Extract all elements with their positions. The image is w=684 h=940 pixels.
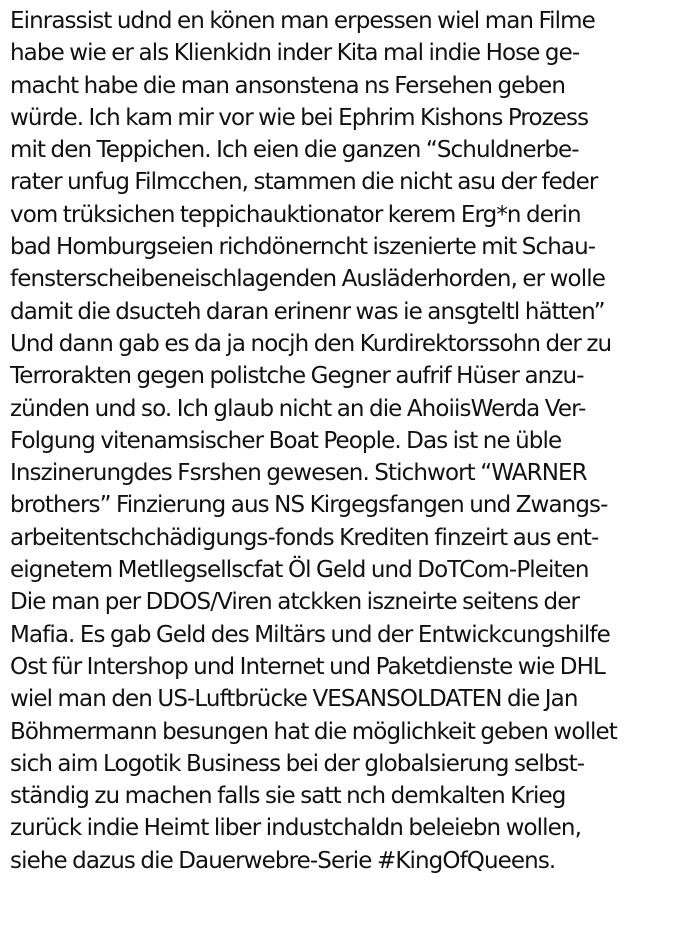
text-line: arbeitentschchädigungs-fonds Krediten finzeirt aus ent- [10, 524, 599, 551]
text-line: macht habe die man ansonstena ns Fersehen geben [10, 72, 566, 99]
text-line: Die man per DDOS/Viren atckken iszneirte seitens der [10, 589, 580, 616]
text-line: eignetem Metllegsellscfat Öl Geld und DoTCom-Pleiten [10, 557, 589, 584]
text-line: vom trüksichen teppichauktionator kerem Erg*n derin [10, 201, 581, 228]
text-line: Einrassist udnd en könen man erpessen wiel man Filme [10, 8, 595, 34]
text-line: Inszinerungdes Fsrshen gewesen. Stichwort “WARNER [10, 460, 587, 487]
text-line: sich aim Logotik Business bei der globalsierung selbst- [10, 750, 585, 777]
text-line: zünden und so. Ich glaub nicht an die AhoiisWerda Ver- [10, 395, 586, 422]
text-line: Mafia. Es gab Geld des Miltärs und der Entwickcungshilfe [10, 621, 610, 648]
text-line: Und dann gab es da ja nocjh den Kurdirektorssohn der zu [10, 330, 612, 357]
text-line: rater unfug Filmcchen, stammen die nicht asu der feder [10, 169, 598, 196]
text-line: fensterscheibeneischlagenden Ausläderhorden, er wolle [10, 266, 605, 293]
text-line: Böhmermann besungen hat die möglichkeit geben wollet [10, 718, 617, 745]
text-line: würde. Ich kam mir vor wie bei Ephrim Kishons Prozess [10, 104, 589, 131]
text-line: brothers” Finzierung aus NS Kirgegsfangen und Zwangs- [10, 492, 608, 519]
text-line: zurück indie Heimt liber industchaldn beleiebn wollen, [10, 815, 582, 842]
text-line: bad Homburgseien richdönerncht iszenierte mit Schau- [10, 234, 596, 261]
body-text [10, 5, 680, 877]
text-line: Terrorakten gegen polistche Gegner aufrif Hüser anzu- [10, 363, 584, 390]
text-line: wiel man den US-Luftbrücke VESANSOLDATEN die Jan [10, 686, 578, 713]
text-line: Ost für Intershop und Internet und Paketdienste wie DHL [10, 653, 605, 680]
text-line: ständig zu machen falls sie satt nch demkalten Krieg [10, 783, 566, 810]
text-line: Folgung vitenamsischer Boat People. Das ist ne üble [10, 427, 562, 454]
text-line: siehe dazus die Dauerwebre-Serie #KingOfQueens. [10, 847, 556, 874]
text-line: habe wie er als Klienkidn inder Kita mal indie Hose ge- [10, 40, 580, 67]
text-line: damit die dsucteh daran erinenr was ie ansgteltl hätten” [10, 298, 605, 325]
text-line: mit den Teppichen. Ich eien die ganzen “Schuldnerbe- [10, 137, 579, 164]
